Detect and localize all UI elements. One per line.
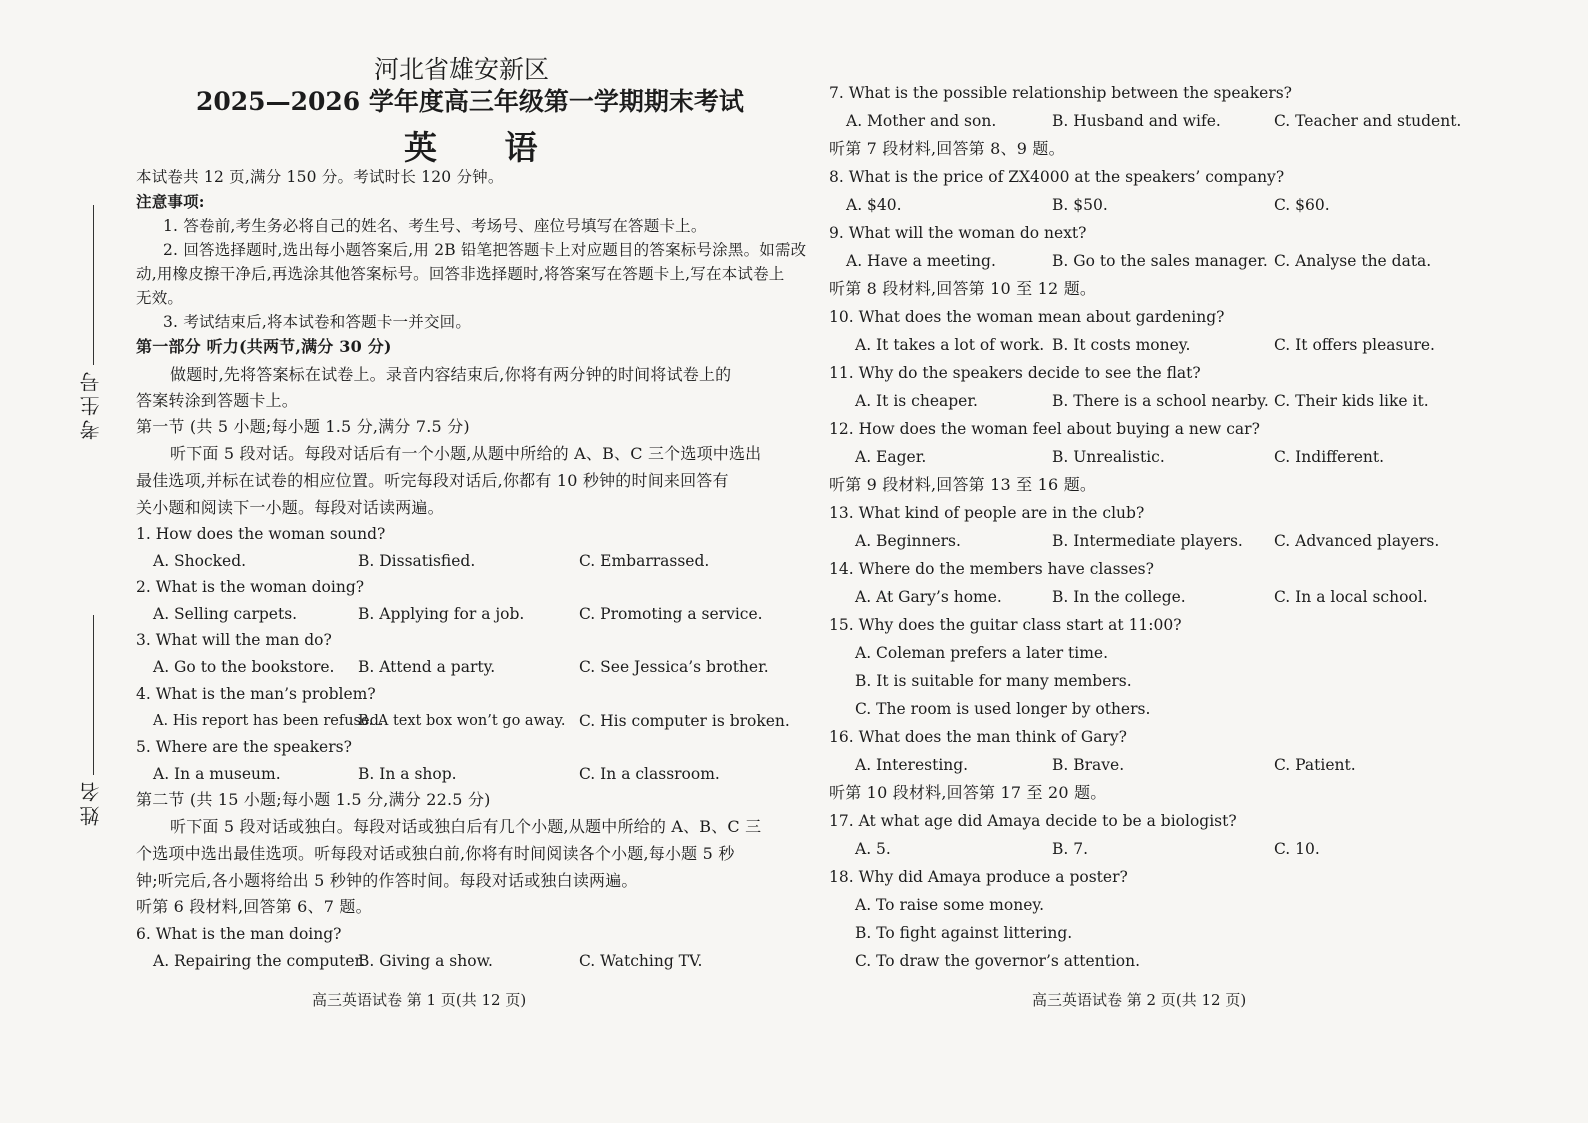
- q5-option-b: B. In a shop.: [358, 765, 457, 783]
- exam-number-label: 考生号: [79, 368, 103, 440]
- q10-stem: 10. What does the woman mean about gardening?: [829, 308, 1225, 326]
- q10-option-a: A. It takes a lot of work.: [855, 336, 1045, 354]
- q13-option-c: C. Advanced players.: [1274, 532, 1440, 550]
- q17-stem: 17. At what age did Amaya decide to be a biologist?: [829, 812, 1237, 830]
- q15-option-c: C. The room is used longer by others.: [855, 700, 1151, 718]
- note-1: 1. 答卷前,考生务必将自己的姓名、考生号、考场号、座位号填写在答题卡上。: [163, 217, 707, 235]
- section2-desc-line-1: 听下面 5 段对话或独白。每段对话或独白后有几个小题,从题中所给的 A、B、C 三: [170, 817, 762, 836]
- q15-option-b: B. It is suitable for many members.: [855, 672, 1132, 690]
- q1-option-b: B. Dissatisfied.: [358, 552, 476, 570]
- q18-option-c: C. To draw the governor’s attention.: [855, 952, 1141, 970]
- material-6-instruction: 听第 6 段材料,回答第 6、7 题。: [136, 897, 372, 916]
- exam-title: 2025—2026 学年度高三年级第一学期期末考试: [196, 87, 744, 116]
- q8-stem: 8. What is the price of ZX4000 at the speakers’ company?: [829, 168, 1285, 186]
- note-3: 3. 考试结束后,将本试卷和答题卡一并交回。: [163, 313, 472, 331]
- q10-option-c: C. It offers pleasure.: [1274, 336, 1435, 354]
- q2-option-c: C. Promoting a service.: [579, 605, 763, 623]
- q14-option-a: A. At Gary’s home.: [855, 588, 1002, 606]
- q1-option-a: A. Shocked.: [153, 552, 247, 570]
- material-9-instruction: 听第 9 段材料,回答第 13 至 16 题。: [829, 475, 1097, 494]
- q3-option-b: B. Attend a party.: [358, 658, 496, 676]
- notes-title: 注意事项:: [136, 192, 205, 211]
- q11-stem: 11. Why do the speakers decide to see the flat?: [829, 364, 1201, 382]
- paper-summary: 本试卷共 12 页,满分 150 分。考试时长 120 分钟。: [136, 168, 504, 186]
- q11-option-c: C. Their kids like it.: [1274, 392, 1429, 410]
- q5-stem: 5. Where are the speakers?: [136, 738, 352, 756]
- q14-stem: 14. Where do the members have classes?: [829, 560, 1154, 578]
- q17-option-c: C. 10.: [1274, 840, 1320, 858]
- q17-option-a: A. 5.: [855, 840, 891, 858]
- note-2-line-2: 动,用橡皮擦干净后,再选涂其他答案标号。回答非选择题时,将答案写在答题卡上,写在本试卷上: [136, 265, 785, 283]
- q13-option-b: B. Intermediate players.: [1052, 532, 1243, 550]
- part1-title: 第一部分 听力(共两节,满分 30 分): [136, 337, 392, 356]
- part1-desc-line-2: 答案转涂到答题卡上。: [136, 391, 299, 410]
- region-title: 河北省雄安新区: [374, 55, 550, 84]
- q6-stem: 6. What is the man doing?: [136, 925, 342, 943]
- q16-option-c: C. Patient.: [1274, 756, 1356, 774]
- q9-option-a: A. Have a meeting.: [846, 252, 996, 270]
- q15-option-a: A. Coleman prefers a later time.: [855, 644, 1109, 662]
- q13-stem: 13. What kind of people are in the club?: [829, 504, 1145, 522]
- q11-option-a: A. It is cheaper.: [855, 392, 978, 410]
- q4-option-c: C. His computer is broken.: [579, 712, 790, 730]
- q5-option-c: C. In a classroom.: [579, 765, 720, 783]
- q15-stem: 15. Why does the guitar class start at 11:00?: [829, 616, 1182, 634]
- footer-page-1: 高三英语试卷 第 1 页(共 12 页): [312, 991, 527, 1009]
- q3-stem: 3. What will the man do?: [136, 631, 332, 649]
- q18-option-b: B. To fight against littering.: [855, 924, 1073, 942]
- material-10-instruction: 听第 10 段材料,回答第 17 至 20 题。: [829, 783, 1107, 802]
- footer-page-2: 高三英语试卷 第 2 页(共 12 页): [1032, 991, 1247, 1009]
- q3-option-a: A. Go to the bookstore.: [153, 658, 335, 676]
- q7-option-a: A. Mother and son.: [846, 112, 997, 130]
- q1-stem: 1. How does the woman sound?: [136, 525, 386, 543]
- q10-option-b: B. It costs money.: [1052, 336, 1191, 354]
- section2-desc-line-2: 个选项中选出最佳选项。听每段对话或独白前,你将有时间阅读各个小题,每小题 5 秒: [136, 844, 735, 863]
- q4-option-a: A. His report has been refused.: [153, 713, 384, 729]
- q1-option-c: C. Embarrassed.: [579, 552, 710, 570]
- section1-desc-line-3: 关小题和阅读下一小题。每段对话读两遍。: [136, 498, 444, 517]
- q2-option-a: A. Selling carpets.: [153, 605, 298, 623]
- q12-option-c: C. Indifferent.: [1274, 448, 1385, 466]
- q18-option-a: A. To raise some money.: [855, 896, 1044, 914]
- q11-option-b: B. There is a school nearby.: [1052, 392, 1269, 410]
- q7-option-c: C. Teacher and student.: [1274, 112, 1462, 130]
- q14-option-c: C. In a local school.: [1274, 588, 1428, 606]
- q8-option-a: A. $40.: [846, 196, 902, 214]
- q9-option-c: C. Analyse the data.: [1274, 252, 1432, 270]
- q2-stem: 2. What is the woman doing?: [136, 578, 365, 596]
- section2-title: 第二节 (共 15 小题;每小题 1.5 分,满分 22.5 分): [136, 790, 491, 809]
- q6-option-b: B. Giving a show.: [358, 952, 493, 970]
- q13-option-a: A. Beginners.: [855, 532, 961, 550]
- section1-desc-line-1: 听下面 5 段对话。每段对话后有一个小题,从题中所给的 A、B、C 三个选项中选出: [170, 444, 762, 463]
- q18-stem: 18. Why did Amaya produce a poster?: [829, 868, 1128, 886]
- q12-stem: 12. How does the woman feel about buying a new car?: [829, 420, 1260, 438]
- q16-option-a: A. Interesting.: [855, 756, 969, 774]
- exam-number-line: [93, 205, 94, 365]
- q3-option-c: C. See Jessica’s brother.: [579, 658, 769, 676]
- section1-desc-line-2: 最佳选项,并标在试卷的相应位置。听完每段对话后,你都有 10 秒钟的时间来回答有: [136, 471, 729, 490]
- q12-option-a: A. Eager.: [855, 448, 927, 466]
- note-2-line-3: 无效。: [136, 289, 184, 307]
- subject-title: 英 语: [404, 128, 566, 167]
- name-line: [93, 615, 94, 775]
- q4-option-b: B. A text box won’t go away.: [358, 713, 566, 729]
- q6-option-c: C. Watching TV.: [579, 952, 703, 970]
- q6-option-a: A. Repairing the computer.: [153, 952, 366, 970]
- name-label: 姓名: [79, 778, 103, 826]
- q7-stem: 7. What is the possible relationship between the speakers?: [829, 84, 1292, 102]
- q9-stem: 9. What will the woman do next?: [829, 224, 1087, 242]
- q2-option-b: B. Applying for a job.: [358, 605, 525, 623]
- part1-desc-line-1: 做题时,先将答案标在试卷上。录音内容结束后,你将有两分钟的时间将试卷上的: [170, 365, 732, 384]
- q9-option-b: B. Go to the sales manager.: [1052, 252, 1268, 270]
- material-8-instruction: 听第 8 段材料,回答第 10 至 12 题。: [829, 279, 1097, 298]
- q5-option-a: A. In a museum.: [153, 765, 281, 783]
- q8-option-c: C. $60.: [1274, 196, 1330, 214]
- q8-option-b: B. $50.: [1052, 196, 1108, 214]
- q16-stem: 16. What does the man think of Gary?: [829, 728, 1127, 746]
- q4-stem: 4. What is the man’s problem?: [136, 685, 376, 703]
- note-2-line-1: 2. 回答选择题时,选出每小题答案后,用 2B 铅笔把答题卡上对应题目的答案标号涂黑。如需改: [163, 241, 807, 259]
- section1-title: 第一节 (共 5 小题;每小题 1.5 分,满分 7.5 分): [136, 417, 470, 436]
- section2-desc-line-3: 钟;听完后,各小题将给出 5 秒钟的作答时间。每段对话或独白读两遍。: [136, 871, 638, 890]
- q14-option-b: B. In the college.: [1052, 588, 1186, 606]
- q7-option-b: B. Husband and wife.: [1052, 112, 1221, 130]
- q16-option-b: B. Brave.: [1052, 756, 1125, 774]
- material-7-instruction: 听第 7 段材料,回答第 8、9 题。: [829, 139, 1065, 158]
- q17-option-b: B. 7.: [1052, 840, 1089, 858]
- q12-option-b: B. Unrealistic.: [1052, 448, 1165, 466]
